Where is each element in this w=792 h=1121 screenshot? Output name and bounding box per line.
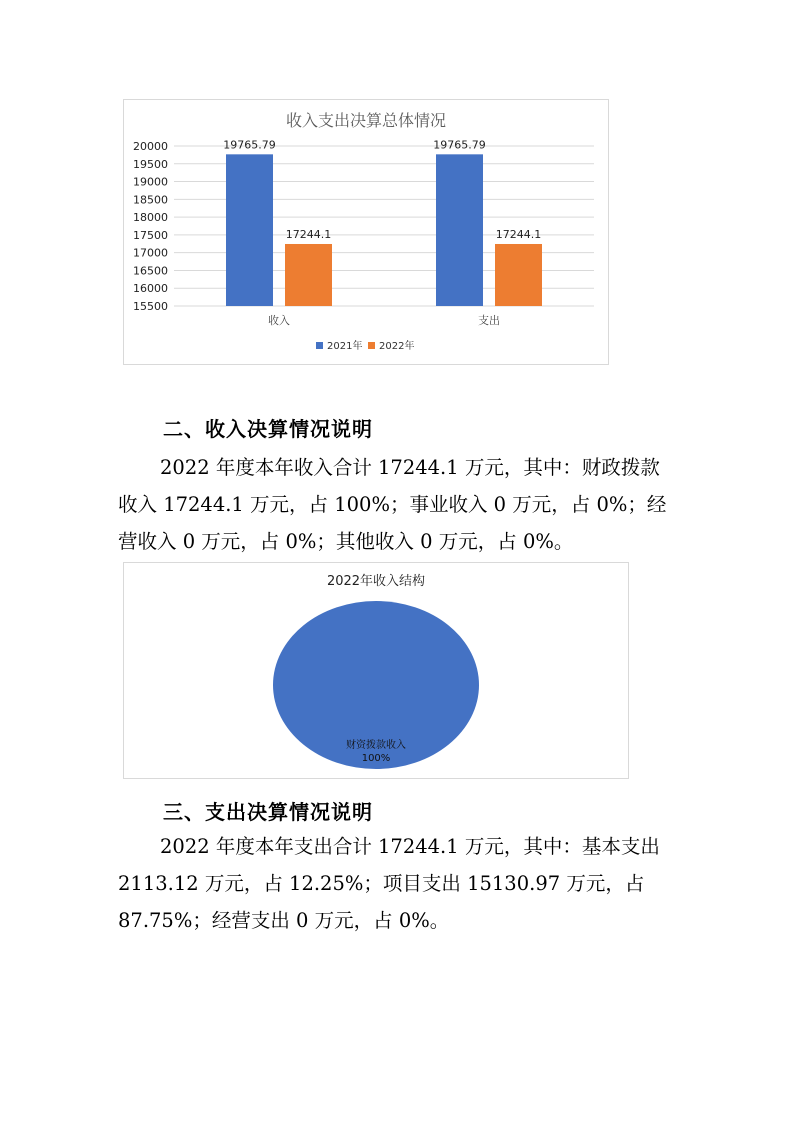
bar-value-label: 19765.79 — [433, 138, 486, 152]
y-tick-label: 17000 — [133, 246, 168, 260]
legend-swatch — [316, 342, 323, 349]
expense-line-3: 87.75%；经营支出 0 万元，占 0%。 — [118, 909, 450, 932]
expense-line-2: 2113.12 万元，占 12.25%；项目支出 15130.97 万元，占 — [118, 872, 645, 895]
pie-slice-label: 财资拨款收入 — [346, 740, 406, 751]
legend-swatch — [368, 342, 375, 349]
expense-line-1: 2022 年度本年支出合计 17244.1 万元，其中：基本支出 — [160, 835, 660, 858]
y-tick-label: 16000 — [133, 282, 168, 296]
income-line-3: 营收入 0 万元，占 0%；其他收入 0 万元，占 0%。 — [118, 530, 574, 553]
y-tick-label: 17500 — [133, 228, 168, 242]
bar-2021年-收入 — [226, 154, 273, 306]
y-tick-label: 20000 — [133, 140, 168, 153]
bar-value-label: 19765.79 — [223, 138, 276, 152]
y-tick-label: 18500 — [133, 193, 168, 207]
x-category-label: 支出 — [478, 314, 500, 327]
income-line-1: 2022 年度本年收入合计 17244.1 万元，其中：财政拨款 — [160, 456, 660, 479]
pie-chart-title: 2022年收入结构 — [326, 574, 426, 589]
bar-value-label: 17244.1 — [285, 227, 332, 241]
y-tick-label: 16500 — [133, 264, 168, 278]
pie-chart-container — [123, 562, 629, 779]
income-line-2: 收入 17244.1 万元，占 100%；事业收入 0 万元，占 0%；经 — [118, 493, 667, 516]
bar-chart-container — [123, 99, 609, 365]
bar-2022年-支出 — [495, 244, 542, 306]
x-category-label: 收入 — [268, 314, 290, 327]
y-tick-label: 19000 — [133, 175, 168, 189]
bar-value-label: 17244.1 — [495, 227, 542, 241]
pie-chart — [124, 563, 628, 778]
section-heading-income: 二、收入决算情况说明 — [163, 417, 373, 441]
bar-chart-title: 收入支出决算总体情况 — [285, 111, 447, 130]
legend-label: 2021年 — [327, 341, 363, 352]
section-heading-expense: 三、支出决算情况说明 — [163, 800, 373, 824]
y-tick-label: 19500 — [133, 157, 168, 171]
y-tick-label: 15500 — [133, 300, 168, 313]
bar-chart — [124, 100, 608, 364]
bar-2022年-收入 — [285, 244, 332, 306]
legend-label: 2022年 — [379, 341, 415, 352]
y-tick-label: 18000 — [133, 211, 168, 225]
pie-slice-percent: 100% — [361, 753, 391, 764]
bar-2021年-支出 — [436, 154, 483, 306]
expense-paragraph — [118, 828, 678, 939]
income-paragraph — [118, 449, 678, 560]
